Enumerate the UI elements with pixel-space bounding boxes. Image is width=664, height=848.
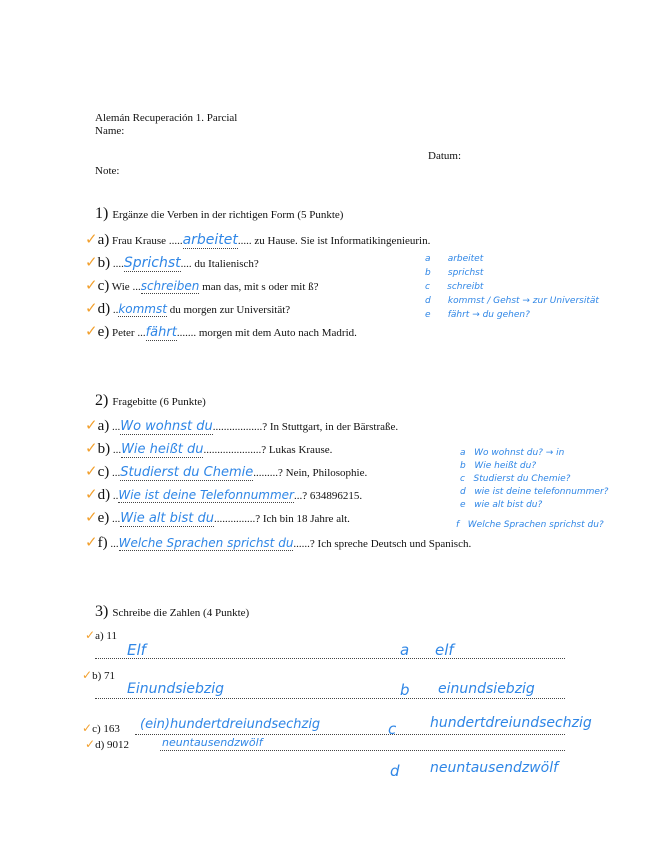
check-mark-icon: ✓ [82,668,93,682]
answer-handwritten: Einundsiebzig [127,681,225,697]
section-number: 2) [95,392,109,409]
alt-label: b [400,681,410,699]
answer-handwritten: schreiben [140,279,200,293]
s1-note-a: a arbeitet [425,254,484,264]
answer-handwritten: Wo wohnst du [120,419,213,434]
check-mark-icon: ✓ [85,322,98,340]
alt-answer: einundsiebzig [438,681,535,697]
s1-item-d: ✓d) ..kommst du morgen zur Universität? [85,299,291,317]
alt-label: c [388,720,397,738]
alt-answer: hundertdreiundsechzig [430,715,592,731]
alt-label: a [400,641,410,659]
date-label: Datum: [428,150,461,162]
answer-handwritten: arbeitet [182,232,238,248]
s1-item-a: ✓a) Frau Krause .....arbeitet..... zu Hause. Sie ist Informatikingenieurin. [85,230,431,248]
answer-handwritten: Wie ist deine Telefonnummer [118,488,294,502]
answer-handwritten: Welche Sprachen sprichst du [118,536,294,550]
answer-line [160,750,565,751]
s2-item-d: ✓d) ..Wie ist deine Telefonnummer...? 634896215. [85,485,363,503]
section2-header [95,392,206,410]
check-mark-icon: ✓ [85,439,98,457]
alt-label: d [390,762,400,780]
s1-item-c: ✓c) Wie ...schreiben man das, mit s oder mit ß? [85,276,319,294]
answer-handwritten: fährt [145,325,177,340]
section-heading: Ergänze die Verben in der richtigen Form (5 Punkte) [112,209,344,221]
s2-item-a: ✓a) ...Wo wohnst du..................? In Stuttgart, in der Bärstraße. [85,416,399,434]
answer-line [95,698,565,699]
section-number: 3) [95,603,109,620]
answer-handwritten: Wie heißt du [121,442,204,457]
s3-item-c-label: ✓c) 163 [82,721,120,735]
answer-handwritten: Wie alt bist du [120,511,214,526]
name-label: Name: [95,125,125,137]
answer-handwritten: neuntausendzwölf [162,736,263,749]
s2-note-b: b Wie heißt du? [460,461,537,471]
answer-line [95,658,565,659]
check-mark-icon: ✓ [82,721,93,735]
check-mark-icon: ✓ [85,230,98,248]
check-mark-icon: ✓ [85,485,98,503]
note-label: Note: [95,165,120,177]
section-number: 1) [95,205,109,222]
section-heading: Fragebitte (6 Punkte) [112,396,206,408]
section1-header [95,205,343,223]
s2-item-e: ✓e) ...Wie alt bist du...............? Ich bin 18 Jahre alt. [85,510,350,526]
check-mark-icon: ✓ [85,533,98,551]
alt-answer: neuntausendzwölf [430,760,559,776]
s2-item-f: ✓f) ...Welche Sprachen sprichst du......? Ich spreche Deutsch und Spanisch. [85,533,472,551]
check-mark-icon: ✓ [85,510,98,526]
s1-item-e: ✓e) Peter ...fährt....... morgen mit dem Auto nach Madrid. [85,322,357,340]
s2-note-d: d wie ist deine telefonnummer? [460,487,609,497]
answer-handwritten: kommst [118,302,167,316]
s1-note-b: b sprichst [425,268,484,278]
s2-note-f: f Welche Sprachen sprichst du? [456,520,604,530]
section-heading: Schreibe die Zahlen (4 Punkte) [112,607,250,619]
s1-note-e: e fährt → du gehen? [425,310,530,320]
s2-note-e: e wie alt bist du? [460,500,543,510]
s2-note-a: a Wo wohnst du? → in [460,448,565,458]
check-mark-icon: ✓ [85,299,98,317]
check-mark-icon: ✓ [85,276,98,294]
s2-item-c: ✓c) ...Studierst du Chemie.........? Nein, Philosophie. [85,462,368,480]
answer-handwritten: Elf [127,641,146,659]
s2-item-b: ✓b) ...Wie heißt du.....................? Lukas Krause. [85,439,333,457]
alt-answer: elf [435,641,454,659]
answer-handwritten: Studierst du Chemie [120,465,254,480]
check-mark-icon: ✓ [85,416,98,434]
s1-note-c: c schreibt [425,282,484,292]
check-mark-icon: ✓ [85,628,96,642]
check-mark-icon: ✓ [85,462,98,480]
s2-note-c: c Studierst du Chemie? [460,474,571,484]
check-mark-icon: ✓ [85,253,98,271]
answer-line [135,734,565,735]
s1-note-d: d kommst / Gehst → zur Universität [425,296,599,306]
answer-handwritten: (ein)hundertdreiundsechzig [140,717,321,732]
check-mark-icon: ✓ [85,737,96,751]
s1-item-b: ✓b) ....Sprichst.... du Italienisch? [85,253,259,271]
answer-handwritten: Sprichst [123,255,181,271]
s3-item-b-label: ✓b) 71 [82,668,115,682]
s3-item-a-label: ✓a) 11 [85,628,117,642]
document-title: Alemán Recuperación 1. Parcial [95,112,238,124]
section3-header [95,603,249,621]
s3-item-d-label: ✓d) 9012 [85,737,129,751]
